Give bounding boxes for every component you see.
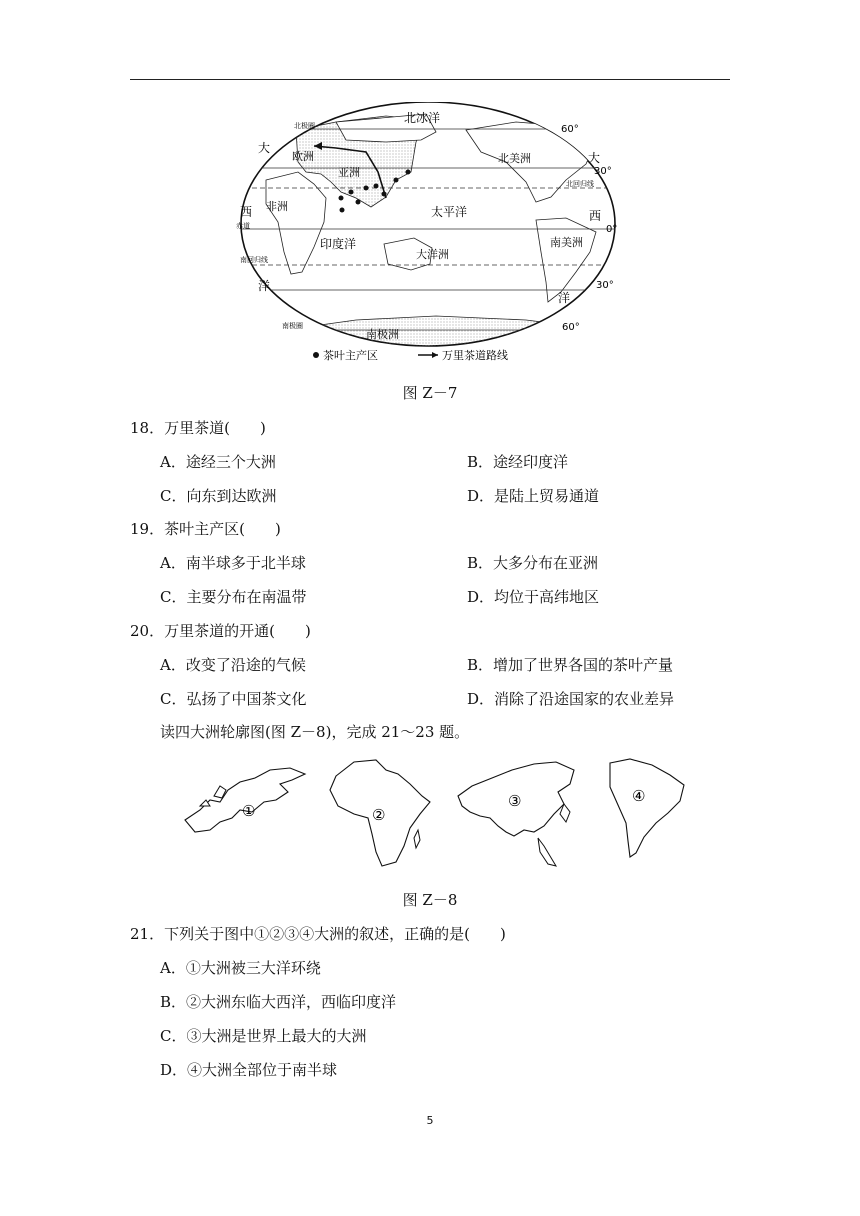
question-19-option-b[interactable]: B．大多分布在亚洲 xyxy=(467,554,599,572)
continent-3-asia xyxy=(452,756,582,872)
map-label-indian: 印度洋 xyxy=(320,237,357,251)
svg-text:北回归线: 北回归线 xyxy=(566,180,594,188)
question-21-option-c[interactable]: C．③大洲是世界上最大的大洲 xyxy=(160,1027,367,1045)
figure-8-intro: 读四大洲轮廓图(图 Z－8)，完成 21～23 题。 xyxy=(160,723,470,741)
question-21-option-a[interactable]: A．①大洲被三大洋环绕 xyxy=(160,959,321,977)
world-map-figure xyxy=(236,102,620,372)
question-19-stem: 19．茶叶主产区( ) xyxy=(130,520,281,538)
page-number: 5 xyxy=(426,1114,434,1127)
svg-text:赤道: 赤道 xyxy=(236,222,250,230)
continent-3-label: ③ xyxy=(508,792,522,810)
svg-text:西: 西 xyxy=(589,209,602,223)
question-18-option-d[interactable]: D．是陆上贸易通道 xyxy=(467,487,600,505)
header-rule xyxy=(130,79,730,80)
map-label-antarctica: 南极洲 xyxy=(366,328,399,341)
map-label-asia: 亚洲 xyxy=(338,166,360,179)
continent-2-africa xyxy=(326,756,436,870)
svg-text:北极圈: 北极圈 xyxy=(294,122,315,130)
svg-text:大: 大 xyxy=(588,151,601,165)
figure-7-caption: 图 Z－7 xyxy=(402,384,458,402)
continent-2-label: ② xyxy=(372,806,386,824)
figure-8-caption: 图 Z－8 xyxy=(402,891,458,909)
question-18-option-b[interactable]: B．途经印度洋 xyxy=(467,453,569,471)
continent-4-label: ④ xyxy=(632,787,646,805)
svg-text:30°: 30° xyxy=(594,166,612,177)
svg-text:60°: 60° xyxy=(562,322,580,333)
map-label-south-america: 南美洲 xyxy=(550,236,583,249)
continent-1-label: ① xyxy=(242,802,256,820)
question-18-stem: 18．万里茶道( ) xyxy=(130,419,266,437)
svg-text:大: 大 xyxy=(258,141,271,155)
map-label-pacific: 太平洋 xyxy=(431,205,468,219)
legend-tea-area: 茶叶主产区 xyxy=(323,349,378,362)
svg-text:南回归线: 南回归线 xyxy=(240,256,268,264)
question-18-option-c[interactable]: C．向东到达欧洲 xyxy=(160,487,277,505)
question-21-option-b[interactable]: B．②大洲东临大西洋，西临印度洋 xyxy=(160,993,397,1011)
svg-text:0°: 0° xyxy=(606,224,618,235)
question-21-stem: 21．下列关于图中①②③④大洲的叙述，正确的是( ) xyxy=(130,925,506,943)
continent-4-south-america xyxy=(600,757,690,861)
map-label-arctic: 北冰洋 xyxy=(404,111,441,125)
question-20-stem: 20．万里茶道的开通( ) xyxy=(130,622,311,640)
legend-route: 万里茶道路线 xyxy=(442,349,508,362)
map-legend xyxy=(313,348,508,362)
map-label-north-america: 北美洲 xyxy=(498,152,531,165)
map-label-europe: 欧洲 xyxy=(292,150,314,163)
svg-text:西: 西 xyxy=(240,205,253,219)
map-label-africa: 非洲 xyxy=(266,200,288,213)
question-20-option-b[interactable]: B．增加了世界各国的茶叶产量 xyxy=(467,656,674,674)
continent-1-europe xyxy=(180,760,310,840)
svg-text:30°: 30° xyxy=(596,280,614,291)
question-20-option-c[interactable]: C．弘扬了中国茶文化 xyxy=(160,690,307,708)
question-20-option-d[interactable]: D．消除了沿途国家的农业差异 xyxy=(467,690,675,708)
question-18-option-a[interactable]: A．途经三个大洲 xyxy=(160,453,276,471)
svg-text:60°: 60° xyxy=(561,124,579,135)
svg-text:洋: 洋 xyxy=(558,291,571,305)
question-19-option-a[interactable]: A．南半球多于北半球 xyxy=(160,554,306,572)
question-19-option-c[interactable]: C．主要分布在南温带 xyxy=(160,588,307,606)
map-label-oceania: 大洋洲 xyxy=(416,248,449,261)
question-20-option-a[interactable]: A．改变了沿途的气候 xyxy=(160,656,306,674)
question-19-option-d[interactable]: D．均位于高纬地区 xyxy=(467,588,600,606)
svg-text:南极圈: 南极圈 xyxy=(282,322,303,330)
svg-text:洋: 洋 xyxy=(258,279,271,293)
question-21-option-d[interactable]: D．④大洲全部位于南半球 xyxy=(160,1061,338,1079)
